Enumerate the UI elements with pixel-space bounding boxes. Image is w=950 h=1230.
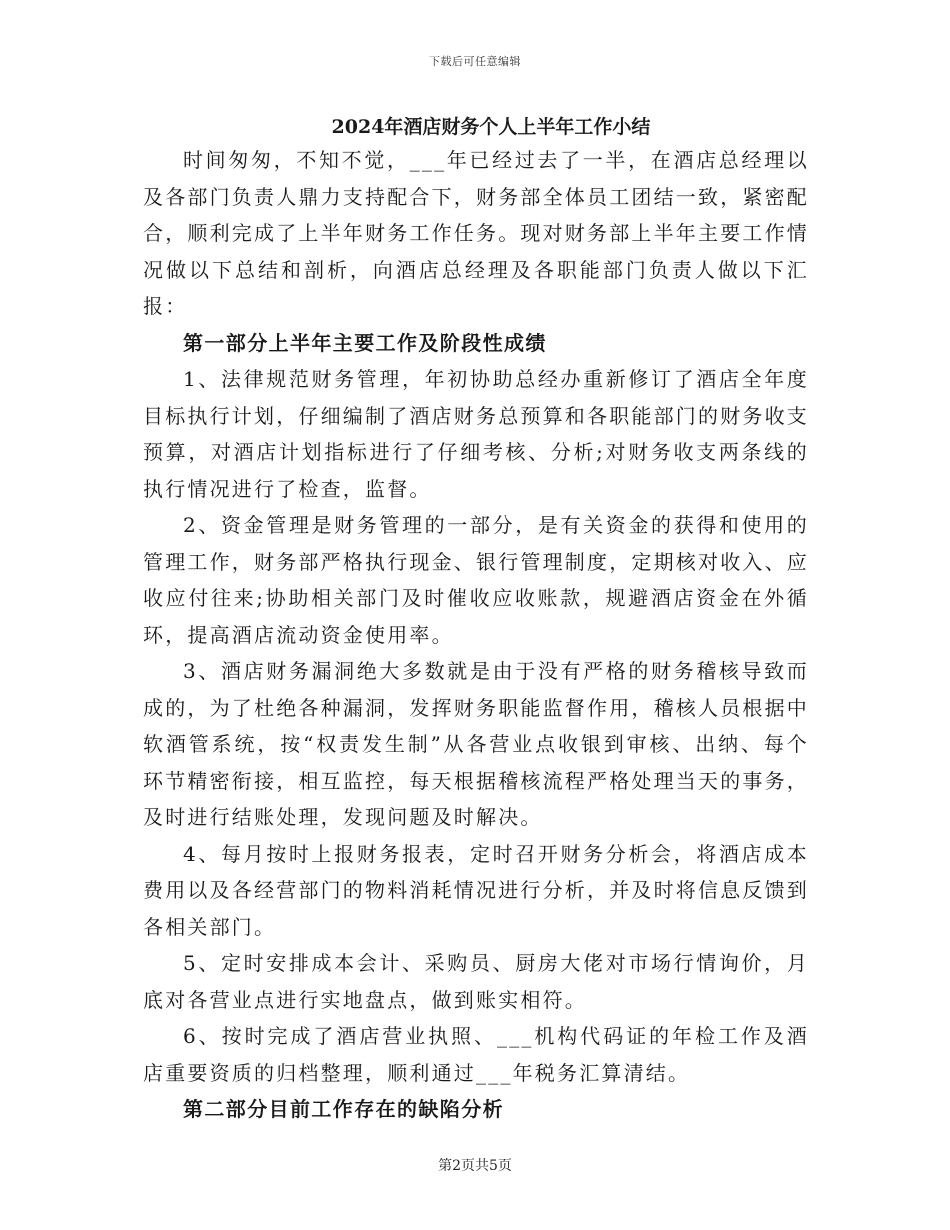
item-paragraph-5: 5、定时安排成本会计、采购员、厨房大佬对市场行情询价，月底对各营业点进行实地盘点，做到账实相符。 <box>143 951 809 1012</box>
section-heading-part-two: 第二部分目前工作存在的缺陷分析 <box>183 1097 504 1121</box>
section-heading-part-one: 第一部分上半年主要工作及阶段性成绩 <box>183 330 547 355</box>
item-paragraph-2: 2、资金管理是财务管理的一部分，是有关资金的获得和使用的管理工作，财务部严格执行现金、银行管理制度，定期核对收入、应收应付往来;协助相关部门及时催收应收账款，规避酒店资金在外循环，提高酒店流动资金使用率。 <box>143 513 809 647</box>
item-paragraph-3: 3、酒店财务漏洞绝大多数就是由于没有严格的财务稽核导致而成的，为了杜绝各种漏洞，发挥财务职能监督作用，稽核人员根据中软酒管系统，按“权责发生制”从各营业点收银到审核、出纳、每个环节精密衔接，相互监控，每天根据稽核流程严格处理当天的事务，及时进行结账处理，发现问题及时解决。 <box>143 659 809 829</box>
item-paragraph-4: 4、每月按时上报财务报表，定时召开财务分析会，将酒店成本费用以及各经营部门的物料消耗情况进行分析，并及时将信息反馈到各相关部门。 <box>143 841 809 939</box>
item-paragraph-1: 1、法律规范财务管理，年初协助总经办重新修订了酒店全年度目标执行计划，仔细编制了酒店财务总预算和各职能部门的财务收支预算，对酒店计划指标进行了仔细考核、分析;对财务收支两条线的执行情况进行了检查，监督。 <box>143 367 809 501</box>
intro-paragraph: 时间匆匆，不知不觉，___年已经过去了一半，在酒店总经理以及各部门负责人鼎力支持配合下，财务部全体员工团结一致，紧密配合，顺利完成了上半年财务工作任务。现对财务部上半年主要工作情况做以下总结和剖析，向酒店总经理及各职能部门负责人做以下汇报： <box>143 148 809 318</box>
item-paragraph-6: 6、按时完成了酒店营业执照、___机构代码证的年检工作及酒店重要资质的归档整理，顺利通过___年税务汇算清结。 <box>143 1024 809 1085</box>
page-number: 第2页共5页 <box>438 1158 512 1174</box>
header-note: 下载后可任意编辑 <box>429 55 521 68</box>
document-body <box>143 112 809 1128</box>
document-title: 2024年酒店财务个人上半年工作小结 <box>331 116 651 138</box>
